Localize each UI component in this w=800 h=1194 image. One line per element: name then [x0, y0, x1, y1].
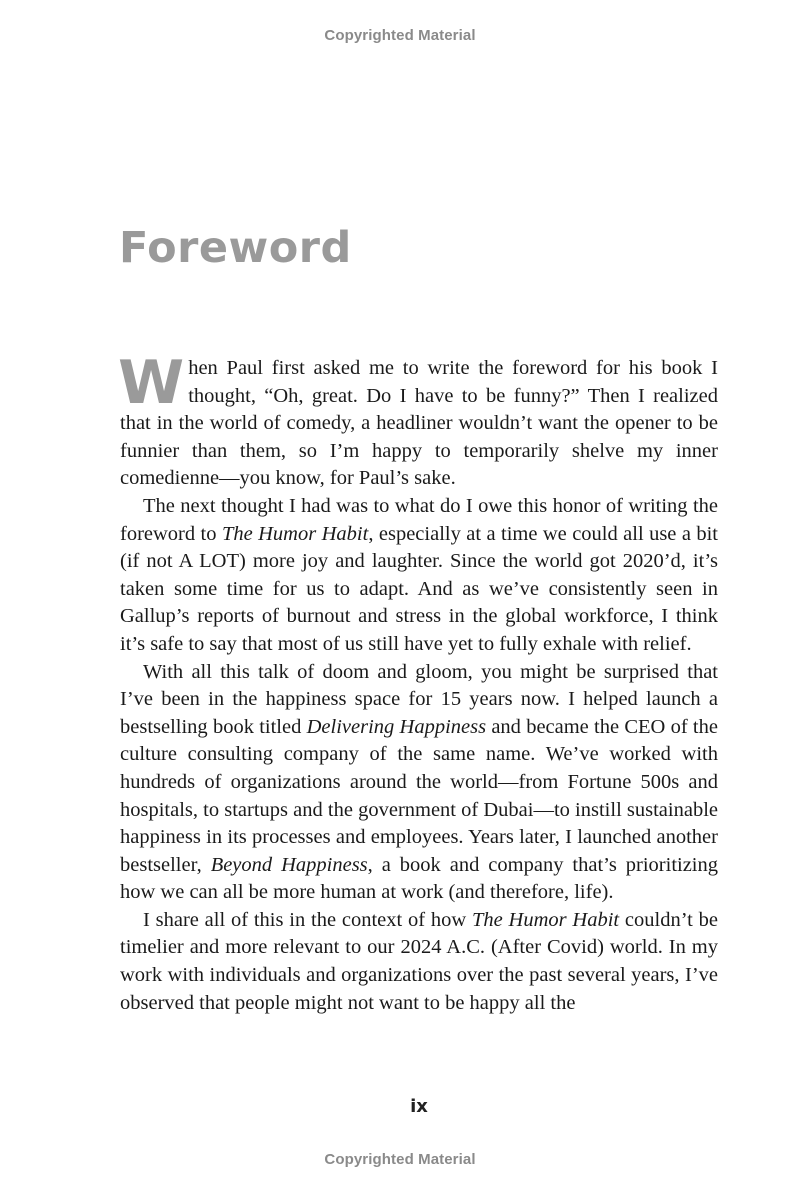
- paragraph-1-text: hen Paul first asked me to write the foreword for his book I thought, “Oh, great. Do I have to be funny?” Then I realized that in the world of comedy, a headliner wouldn’t want the opener to be funnier than them, so I’m happy to temporarily shelve my inner comedienne—you know, for Paul’s sake.: [120, 357, 718, 490]
- paragraph-4: [120, 907, 718, 1017]
- book-title-humor-habit-2: The Humor Habit: [471, 908, 620, 931]
- paragraph-3-text-c: , a book and company that’s prioritizing how we can all be more human at work (and therefore, life).: [120, 853, 718, 904]
- page-number: ix: [410, 1096, 428, 1117]
- paragraph-1: [118, 348, 718, 493]
- paragraph-3-text-a: With all this talk of doom and gloom, you might be surprised that I’ve been in the happiness space for 15 years now. I helped launch a bestselling book titled: [120, 660, 718, 738]
- paragraph-2-text-a: The next thought I had was to what do I owe this honor of writing the foreword to: [120, 494, 718, 545]
- chapter-title: Foreword: [119, 223, 352, 273]
- paragraph-2: [120, 493, 718, 659]
- paragraph-4-text-a: I share all of this in the context of how: [143, 908, 472, 931]
- paragraph-2-text-b: , especially at a time we could all use a bit (if not A LOT) more joy and laughter. Since the world got 2020’d, it’s taken some time for us to adapt. And as we’ve consistently seen in Gallup’s reports of burnout and stress in the global workforce, I think it’s safe to say that most of us still have yet to fully exhale with relief.: [120, 522, 718, 655]
- book-title-delivering-happiness: Delivering Happiness: [306, 715, 487, 738]
- drop-cap: W: [118, 348, 185, 418]
- copyright-watermark-bottom: Copyrighted Material: [324, 1151, 476, 1168]
- paragraph-4-text-b: couldn’t be timelier and more relevant to our 2024 A.C. (After Covid) world. In my work with individuals and organizations over the past several years, I’ve observed that people might not want to be happy all the: [120, 908, 719, 1014]
- paragraph-3-text-b: and became the CEO of the culture consulting company of the same name. We’ve worked with hundreds of organizations around the world—from Fortune 500s and hospitals, to startups and the government of Dubai—to instill sustainable happiness in its processes and employees. Years later, I launched another bestseller,: [120, 715, 718, 876]
- book-title-beyond-happiness: Beyond Happiness: [210, 853, 368, 876]
- book-title-humor-habit: The Humor Habit: [221, 522, 369, 545]
- paragraph-3: [120, 659, 718, 907]
- body-text: [118, 348, 719, 1017]
- copyright-watermark-top: Copyrighted Material: [324, 27, 476, 44]
